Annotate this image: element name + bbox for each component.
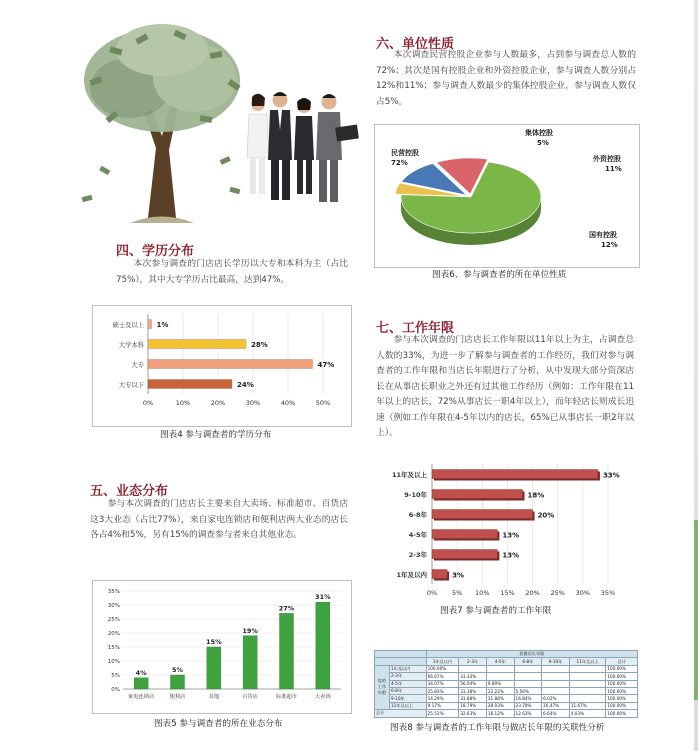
bar <box>432 510 533 519</box>
data-label: 3% <box>452 571 464 580</box>
data-label: 31% <box>315 593 331 602</box>
table-cell: 33.33% <box>459 673 487 680</box>
table-corner-cell <box>375 658 427 665</box>
table-row-header: 9-10年 <box>390 695 427 702</box>
table-cell <box>514 680 542 687</box>
table-row <box>375 673 638 680</box>
y-tick-label: 20% <box>107 631 120 637</box>
bar <box>432 490 523 499</box>
figure-7-work-years-chart <box>372 462 638 600</box>
category-label: 4-5年 <box>408 531 427 539</box>
y-tick-label: 25% <box>107 617 120 623</box>
table-cell: 25.83% <box>426 687 459 694</box>
table-cell <box>569 695 606 702</box>
table-row <box>375 680 638 687</box>
data-label: 13% <box>502 531 520 540</box>
x-tick-label: 20% <box>210 399 226 407</box>
table-cell: 100.00% <box>606 673 638 680</box>
bar <box>148 360 313 369</box>
table-cell: 31.38% <box>459 687 487 694</box>
section-4-title: 四、学历分布 <box>116 244 195 259</box>
data-label: 18% <box>527 491 545 500</box>
table-cell <box>514 673 542 680</box>
bar <box>432 550 497 559</box>
slice-value-label: 72% <box>391 159 408 167</box>
decorative-edge-strip-green <box>694 520 698 700</box>
table-cell: 31.88% <box>486 695 514 702</box>
table-row-header: 4-5年 <box>390 680 427 687</box>
x-tick-label: 30% <box>245 399 261 407</box>
table-cell: 32.63% <box>459 710 487 717</box>
section-5-title: 五、业态分布 <box>90 484 169 499</box>
table-row <box>375 665 638 672</box>
table-cell: 4.03% <box>569 710 606 717</box>
data-label: 1% <box>156 321 169 329</box>
category-label: 1年及以内 <box>396 571 427 579</box>
figure-6-caption: 图表6、参与调查者的所在单位性质 <box>432 270 567 280</box>
category-label: 大专以下 <box>118 382 144 389</box>
x-tick-label: 50% <box>315 399 331 407</box>
table-cell: 12.63% <box>514 710 542 717</box>
section-7-body: 参与本次调查的门店店长工作年限以11年以上为主，占调查总人数的33%，为进一步了解参与调查者的工作经历，我们对参与调查者的工作年限和当店长年限进行了分析，从中发现大部分资深店长在从事店长职业之外还有过其他工作经历（例如：工作年限在11年以上的店长，72%从事店长一职4年以上），而年轻店长则成长迅速（例如工作年限在4-5年以内的店长，65%已从事店长一职2年以上）。 <box>376 335 634 438</box>
table-cell <box>569 687 606 694</box>
data-label: 24% <box>237 381 254 389</box>
figure-8-table <box>374 650 638 716</box>
table-row <box>375 687 638 694</box>
slice-label: 集体控股 <box>525 129 553 137</box>
table-row <box>375 702 638 709</box>
table-column-header: 4-5年 <box>486 658 514 665</box>
category-label: 其他 <box>208 694 220 700</box>
table-cell <box>542 665 570 672</box>
category-label: 大学本科 <box>118 342 144 349</box>
table-cell <box>569 680 606 687</box>
table-cell: 31.88% <box>459 695 487 702</box>
section-4-body: 本次参与调查的门店店长学历以大专和本科为主（占比75%），其中大专学历占比最高，达到47%。 <box>116 259 348 285</box>
table-header-cell: 您做店长年限 <box>426 651 637 658</box>
table-row <box>375 695 638 702</box>
y-tick-label: 5% <box>111 673 120 679</box>
figure-7-caption: 图表7 参与调查者的工作年限 <box>440 606 552 616</box>
category-label: 大卖场 <box>314 694 331 700</box>
figure-6-ownership-chart <box>374 124 640 268</box>
y-tick-label: 30% <box>107 603 120 609</box>
table-cell: 6.64% <box>542 710 570 717</box>
x-tick-label: 30% <box>575 589 591 597</box>
slice-label: 外资控股 <box>593 155 621 163</box>
x-tick-label: 35% <box>600 589 616 597</box>
table-column-header: 1年及以内 <box>426 658 459 665</box>
table-header-row <box>375 651 638 658</box>
table-corner-cell <box>375 651 427 658</box>
bar <box>432 570 447 579</box>
section-7-title: 七、工作年限 <box>376 321 455 336</box>
category-label: 家电连锁店 <box>127 694 155 700</box>
x-tick-label: 0% <box>142 399 154 407</box>
bar <box>243 636 257 689</box>
table-cell: 14.29% <box>426 695 459 702</box>
section-6-title: 六、单位性质 <box>376 37 455 52</box>
table-row-header: 1年及以内 <box>390 665 427 672</box>
x-tick-label: 40% <box>280 399 296 407</box>
data-label: 19% <box>242 626 258 635</box>
table-row-header: 11年及以上 <box>390 702 427 709</box>
table-cell: 66.67% <box>426 673 459 680</box>
figure-5-format-chart <box>92 580 352 714</box>
table-cell <box>569 665 606 672</box>
section-6-body: 本次调查民营控股企业参与人数最多，占到参与调查总人数的72%；其次是国有控股企业和外资控股企业，参与调查人数分别占12%和11%；参与调查人数最少的集体控股企业，参与调查人数仅占5%。 <box>376 50 636 107</box>
figure-4-caption: 图表4 参与调查者的学历分布 <box>160 430 272 440</box>
table-column-header: 9-10年 <box>542 658 570 665</box>
table-cell: 18.12% <box>486 710 514 717</box>
table-cell <box>486 673 514 680</box>
y-tick-label: 10% <box>107 659 120 665</box>
category-label: 便利店 <box>169 694 186 700</box>
category-label: 2-3年 <box>408 551 427 559</box>
bar <box>134 678 148 689</box>
table-cell: 25.53% <box>426 710 459 717</box>
table-row-group-label: 您的工作年限 <box>375 665 390 709</box>
slice-value-label: 11% <box>605 165 622 173</box>
table-cell: 18.79% <box>459 702 487 709</box>
bar <box>207 647 221 689</box>
table-cell: 100.00% <box>606 687 638 694</box>
figure-8-caption: 图表8 参与调查者的工作年限与做店长年限的关联性分析 <box>390 723 605 733</box>
table-row <box>375 710 638 717</box>
category-label: 6-8年 <box>408 511 427 519</box>
table-column-header: 2-3年 <box>459 658 487 665</box>
category-label: 大专 <box>131 362 144 369</box>
table-cell: 16.84% <box>514 695 542 702</box>
table-cell: 100.00% <box>606 680 638 687</box>
x-tick-label: 20% <box>525 589 540 597</box>
table-cell: 6.02% <box>542 695 570 702</box>
category-label: 标准超市 <box>275 694 298 700</box>
x-tick-label: 15% <box>500 589 515 597</box>
data-label: 27% <box>278 604 295 613</box>
table-cell <box>514 665 542 672</box>
x-tick-label: 10% <box>475 589 490 597</box>
x-tick-label: 0% <box>426 589 438 597</box>
data-label: 47% <box>317 361 335 369</box>
table-header-row <box>375 658 638 665</box>
table-row-header: 总计 <box>375 710 427 717</box>
y-tick-label: 15% <box>107 645 120 651</box>
category-label: 11年及以上 <box>391 471 427 479</box>
bar <box>148 340 246 349</box>
data-label: 4% <box>135 668 147 677</box>
table-cell: 100.00% <box>606 702 638 709</box>
data-label: 5% <box>171 666 184 674</box>
money-tree-illustration <box>70 18 370 228</box>
bar <box>148 380 232 389</box>
slice-label: 民营控股 <box>391 149 419 157</box>
table-cell <box>459 665 487 672</box>
bar <box>432 530 497 539</box>
category-label: 9-10年 <box>404 491 427 499</box>
table-cell: 28.03% <box>486 702 514 709</box>
y-tick-label: 35% <box>107 589 120 595</box>
x-tick-label: 5% <box>451 589 463 597</box>
table-column-header: 11年及以上 <box>569 658 606 665</box>
table-cell <box>542 680 570 687</box>
bar <box>148 320 152 329</box>
category-label: 硕士及以上 <box>112 322 144 329</box>
table-cell: 22.22% <box>486 687 514 694</box>
table-cell: 100.00% <box>606 710 638 717</box>
y-tick-label: 0% <box>111 687 120 693</box>
figure-5-caption: 图表5 参与调查者的所在业态分布 <box>154 719 283 729</box>
bar <box>316 602 330 689</box>
table-cell: 34.07% <box>426 680 459 687</box>
table-cell: 100.00% <box>426 665 459 672</box>
table-column-header: 总计 <box>606 658 638 665</box>
table-cell: 100.00% <box>606 665 638 672</box>
bar <box>432 470 598 479</box>
slice-value-label: 5% <box>537 139 549 147</box>
table-cell <box>486 665 514 672</box>
table-cell: 23.79% <box>514 702 542 709</box>
table-cell: 11.67% <box>569 702 606 709</box>
x-tick-label: 10% <box>175 399 191 407</box>
data-label: 20% <box>537 511 555 520</box>
section-5-body: 参与本次调查的门店店长主要来自大卖场、标准超市、百货店这3大业态（占比77%），来自家电连锁店和便利店两大业态的店长各占4%和5%，另有15%的调查参与者来自其他业态。 <box>90 499 348 540</box>
table-row-header: 2-3年 <box>390 673 427 680</box>
table-cell <box>569 673 606 680</box>
table-cell <box>542 687 570 694</box>
data-label: 33% <box>602 471 620 480</box>
slice-label: 国有控股 <box>589 231 617 239</box>
table-cell: 5.56% <box>514 687 542 694</box>
business-people <box>247 92 359 202</box>
data-label: 15% <box>206 638 222 646</box>
table-row-header: 6-8年 <box>390 687 427 694</box>
category-label: 百货店 <box>242 694 259 700</box>
table-cell: 56.04% <box>459 680 487 687</box>
table-column-header: 6-8年 <box>514 658 542 665</box>
table-cell: 100.00% <box>606 695 638 702</box>
bar <box>280 613 294 689</box>
data-label: 13% <box>502 551 520 560</box>
bar <box>171 675 185 689</box>
table-cell: 9.89% <box>486 680 514 687</box>
table-cell: 9.17% <box>426 702 459 709</box>
table-cell <box>542 673 570 680</box>
table-cell: 16.47% <box>542 702 570 709</box>
data-label: 28% <box>251 341 268 349</box>
x-tick-label: 25% <box>550 589 565 597</box>
slice-value-label: 12% <box>601 241 618 249</box>
figure-4-education-chart <box>92 305 352 427</box>
